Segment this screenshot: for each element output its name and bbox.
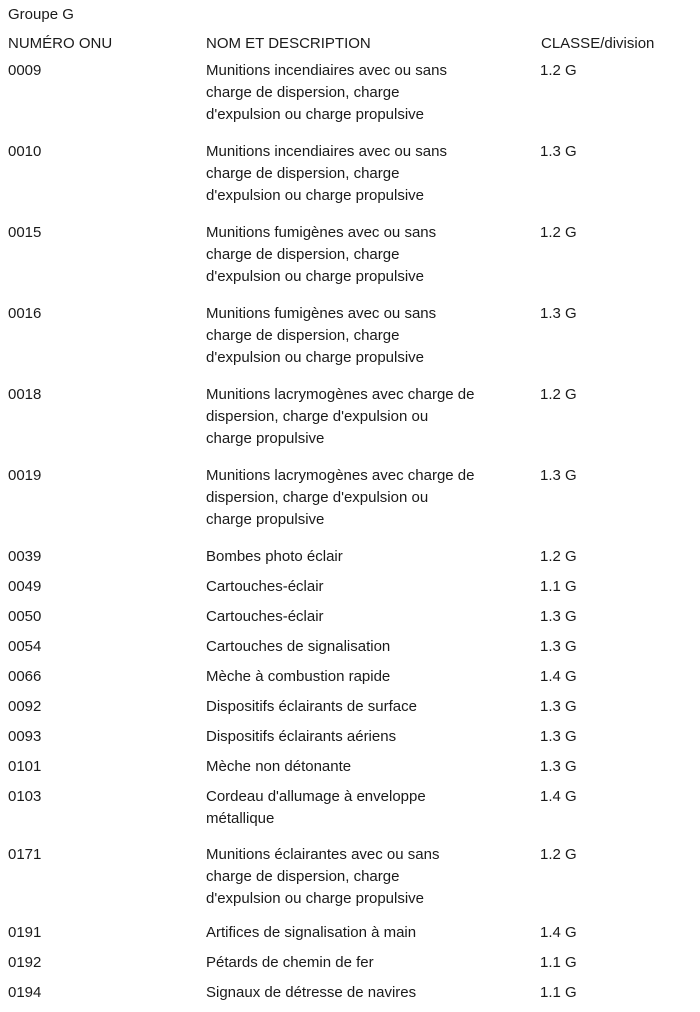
description-line: d'expulsion ou charge propulsive [206, 349, 425, 366]
un-number: 0093 [8, 728, 42, 745]
un-number: 0009 [8, 62, 42, 79]
entry-description [206, 982, 540, 1004]
table-row [0, 222, 700, 288]
un-number: 0092 [8, 698, 42, 715]
description-line: Mèche à combustion rapide [206, 668, 391, 685]
description-line: métallique [206, 810, 275, 827]
description-line: Munitions éclairantes avec ou sans [206, 846, 440, 863]
un-number: 0191 [8, 924, 42, 941]
entry-description [206, 636, 540, 658]
entry-description [206, 696, 540, 718]
class-division: 1.2 G [540, 548, 577, 565]
description-line: Pétards de chemin de fer [206, 954, 374, 971]
table-row [0, 384, 700, 450]
table-row [0, 952, 700, 974]
class-division: 1.4 G [540, 788, 577, 805]
table-row [0, 726, 700, 748]
table-row [0, 576, 700, 598]
description-line: Dispositifs éclairants aériens [206, 728, 397, 745]
table-row [0, 141, 700, 207]
entry-description [206, 952, 540, 974]
entry-description [206, 222, 540, 288]
description-line: charge de dispersion, charge [206, 165, 400, 182]
description-line: Mèche non détonante [206, 758, 352, 775]
class-division: 1.1 G [540, 578, 577, 595]
description-line: d'expulsion ou charge propulsive [206, 268, 425, 285]
description-line: d'expulsion ou charge propulsive [206, 187, 425, 204]
entries-table [0, 60, 700, 1012]
un-number: 0018 [8, 386, 42, 403]
un-number: 0049 [8, 578, 42, 595]
description-line: Cordeau d'allumage à enveloppe [206, 788, 426, 805]
description-line: Munitions lacrymogènes avec charge de [206, 467, 475, 484]
un-number: 0039 [8, 548, 42, 565]
entry-description [206, 726, 540, 748]
un-number: 0016 [8, 305, 42, 322]
un-number: 0101 [8, 758, 42, 775]
class-division: 1.3 G [540, 608, 577, 625]
description-line: Bombes photo éclair [206, 548, 343, 565]
description-line: dispersion, charge d'expulsion ou [206, 408, 429, 425]
group-title: Groupe G [8, 6, 74, 23]
class-division: 1.2 G [540, 386, 577, 403]
class-division: 1.3 G [540, 728, 577, 745]
class-division: 1.2 G [540, 62, 577, 79]
column-header-name: NOM ET DESCRIPTION [206, 35, 371, 52]
description-line: dispersion, charge d'expulsion ou [206, 489, 429, 506]
entry-description [206, 60, 540, 126]
un-number: 0103 [8, 788, 42, 805]
description-line: Cartouches de signalisation [206, 638, 391, 655]
class-division: 1.1 G [540, 984, 577, 1001]
entry-description [206, 844, 540, 910]
description-line: Munitions fumigènes avec ou sans [206, 224, 437, 241]
table-row [0, 844, 700, 910]
table-row [0, 546, 700, 568]
table-row [0, 303, 700, 369]
table-row [0, 60, 700, 126]
un-number: 0010 [8, 143, 42, 160]
un-number: 0015 [8, 224, 42, 241]
class-division: 1.3 G [540, 638, 577, 655]
description-line: Signaux de détresse de navires [206, 984, 417, 1001]
entry-description [206, 922, 540, 944]
description-line: charge propulsive [206, 430, 325, 447]
un-number: 0019 [8, 467, 42, 484]
entry-description [206, 546, 540, 568]
class-division: 1.3 G [540, 758, 577, 775]
description-line: charge propulsive [206, 511, 325, 528]
class-division: 1.2 G [540, 224, 577, 241]
entry-description [206, 303, 540, 369]
table-row [0, 696, 700, 718]
entry-description [206, 576, 540, 598]
description-line: Munitions fumigènes avec ou sans [206, 305, 437, 322]
class-division: 1.3 G [540, 143, 577, 160]
entry-description [206, 756, 540, 778]
description-line: Munitions incendiaires avec ou sans [206, 62, 447, 79]
description-line: Munitions incendiaires avec ou sans [206, 143, 447, 160]
table-row [0, 982, 700, 1004]
class-division: 1.3 G [540, 467, 577, 484]
entry-description [206, 465, 540, 531]
description-line: charge de dispersion, charge [206, 327, 400, 344]
class-division: 1.3 G [540, 698, 577, 715]
entry-description [206, 606, 540, 628]
description-line: Cartouches-éclair [206, 608, 324, 625]
column-header-number: NUMÉRO ONU [8, 35, 113, 52]
description-line: d'expulsion ou charge propulsive [206, 890, 425, 907]
table-row [0, 922, 700, 944]
un-number: 0050 [8, 608, 42, 625]
table-row [0, 606, 700, 628]
description-line: charge de dispersion, charge [206, 246, 400, 263]
description-line: Artifices de signalisation à main [206, 924, 417, 941]
un-number: 0066 [8, 668, 42, 685]
entry-description [206, 666, 540, 688]
description-line: Munitions lacrymogènes avec charge de [206, 386, 475, 403]
class-division: 1.1 G [540, 954, 577, 971]
class-division: 1.2 G [540, 846, 577, 863]
description-line: charge de dispersion, charge [206, 868, 400, 885]
un-number: 0171 [8, 846, 42, 863]
table-row [0, 636, 700, 658]
class-division: 1.4 G [540, 668, 577, 685]
class-division: 1.3 G [540, 305, 577, 322]
un-number: 0192 [8, 954, 42, 971]
entry-description [206, 384, 540, 450]
table-row [0, 786, 700, 830]
un-number: 0194 [8, 984, 42, 1001]
table-row [0, 756, 700, 778]
table-row [0, 465, 700, 531]
table-row [0, 666, 700, 688]
class-division: 1.4 G [540, 924, 577, 941]
entry-description [206, 786, 540, 830]
description-line: d'expulsion ou charge propulsive [206, 106, 425, 123]
description-line: Cartouches-éclair [206, 578, 324, 595]
column-header-class: CLASSE/division [541, 35, 655, 52]
description-line: Dispositifs éclairants de surface [206, 698, 417, 715]
un-number: 0054 [8, 638, 42, 655]
description-line: charge de dispersion, charge [206, 84, 400, 101]
entry-description [206, 141, 540, 207]
